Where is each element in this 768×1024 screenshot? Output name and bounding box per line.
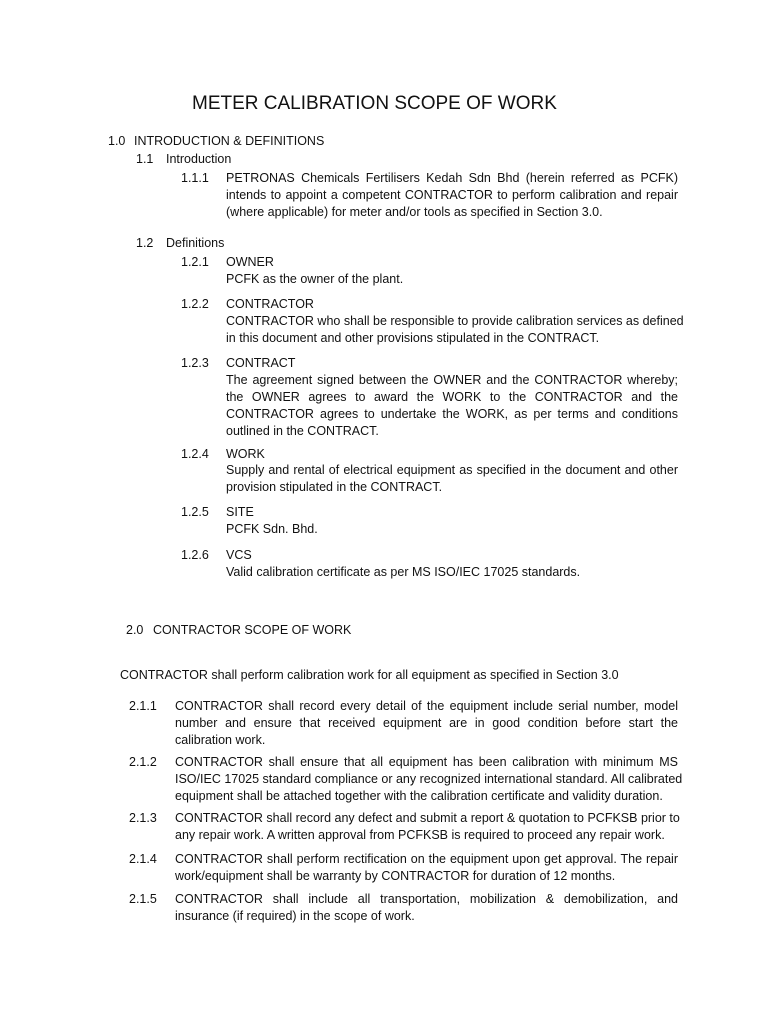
- text-line: in this document and other provisions stipulated in the CONTRACT.: [226, 331, 600, 345]
- definition-term: VCS: [226, 548, 252, 562]
- text-line: number and ensure that received equipment are in good condition before start the: [175, 716, 678, 730]
- text-line: The agreement signed between the OWNER and the CONTRACTOR whereby;: [226, 373, 678, 387]
- clause-1-1-1-text: [226, 170, 678, 221]
- text-line: CONTRACTOR shall perform rectification on the equipment upon get approval. The repair: [175, 852, 678, 866]
- definition-text: [226, 313, 684, 347]
- definition-text: [226, 521, 678, 538]
- subsection-1-2-heading: Definitions: [166, 236, 225, 250]
- section-2-number: 2.0: [126, 623, 144, 637]
- text-line: provision stipulated in the CONTRACT.: [226, 480, 443, 494]
- definition-term: CONTRACT: [226, 356, 296, 370]
- clause-1-1-1-number: 1.1.1: [181, 171, 209, 185]
- clause-number: 2.1.4: [129, 852, 157, 866]
- text-line: calibration work.: [175, 733, 266, 747]
- section-2-intro: CONTRACTOR shall perform calibration work for all equipment as specified in Section 3.0: [120, 668, 619, 682]
- clause-number: 2.1.5: [129, 892, 157, 906]
- definition-term: CONTRACTOR: [226, 297, 314, 311]
- clause-number: 2.1.2: [129, 755, 157, 769]
- definition-term: OWNER: [226, 255, 274, 269]
- document-title: METER CALIBRATION SCOPE OF WORK: [192, 93, 557, 114]
- text-line: Supply and rental of electrical equipment as specified in the document and other: [226, 463, 678, 477]
- clause-text: [175, 891, 678, 925]
- clause-number: 2.1.3: [129, 811, 157, 825]
- text-line: ISO/IEC 17025 standard compliance or any recognized international standard. All calibrated: [175, 772, 683, 786]
- text-line: CONTRACTOR shall ensure that all equipment has been calibration with minimum MS: [175, 755, 678, 769]
- text-line: (where applicable) for meter and/or tools as specified in Section 3.0.: [226, 205, 603, 219]
- text-line: work/equipment shall be warranty by CONTRACTOR for duration of 12 months.: [175, 869, 616, 883]
- text-line: CONTRACTOR agrees to undertake the WORK, as per terms and conditions: [226, 407, 678, 421]
- definition-number: 1.2.1: [181, 255, 209, 269]
- subsection-1-2-number: 1.2: [136, 236, 154, 250]
- text-line: outlined in the CONTRACT.: [226, 424, 379, 438]
- definition-text: [226, 462, 678, 496]
- section-1-heading: INTRODUCTION & DEFINITIONS: [134, 134, 325, 148]
- text-line: insurance (if required) in the scope of work.: [175, 909, 415, 923]
- text-line: Valid calibration certificate as per MS ISO/IEC 17025 standards.: [226, 565, 581, 579]
- clause-text: [175, 754, 683, 805]
- definition-term: WORK: [226, 447, 265, 461]
- definition-text: [226, 271, 678, 288]
- definition-number: 1.2.5: [181, 505, 209, 519]
- subsection-1-1-heading: Introduction: [166, 152, 232, 166]
- clause-text: [175, 810, 678, 844]
- text-line: any repair work. A written approval from PCFKSB is required to proceed any repair work.: [175, 828, 665, 842]
- text-line: CONTRACTOR shall record any defect and submit a report & quotation to PCFKSB prior to: [175, 811, 680, 825]
- definition-number: 1.2.2: [181, 297, 209, 311]
- definition-text: [226, 564, 678, 581]
- subsection-1-1-number: 1.1: [136, 152, 154, 166]
- definition-number: 1.2.4: [181, 447, 209, 461]
- text-line: intends to appoint a competent CONTRACTOR to perform calibration and repair: [226, 188, 678, 202]
- text-line: CONTRACTOR who shall be responsible to provide calibration services as defined: [226, 314, 684, 328]
- definition-number: 1.2.3: [181, 356, 209, 370]
- clause-text: [175, 851, 678, 885]
- text-line: CONTRACTOR shall record every detail of the equipment include serial number, model: [175, 699, 678, 713]
- text-line: PETRONAS Chemicals Fertilisers Kedah Sdn Bhd (herein referred as PCFK): [226, 171, 678, 185]
- text-line: the OWNER agrees to award the WORK to the CONTRACTOR and the: [226, 390, 678, 404]
- definition-number: 1.2.6: [181, 548, 209, 562]
- definition-term: SITE: [226, 505, 254, 519]
- section-1-number: 1.0: [108, 134, 126, 148]
- text-line: CONTRACTOR shall include all transportation, mobilization & demobilization, and: [175, 892, 678, 906]
- text-line: equipment shall be attached together with the calibration certificate and validity duration.: [175, 789, 663, 803]
- clause-text: [175, 698, 678, 749]
- clause-number: 2.1.1: [129, 699, 157, 713]
- definition-text: [226, 372, 678, 440]
- section-2-heading: CONTRACTOR SCOPE OF WORK: [153, 623, 352, 637]
- text-line: PCFK as the owner of the plant.: [226, 272, 404, 286]
- text-line: PCFK Sdn. Bhd.: [226, 522, 318, 536]
